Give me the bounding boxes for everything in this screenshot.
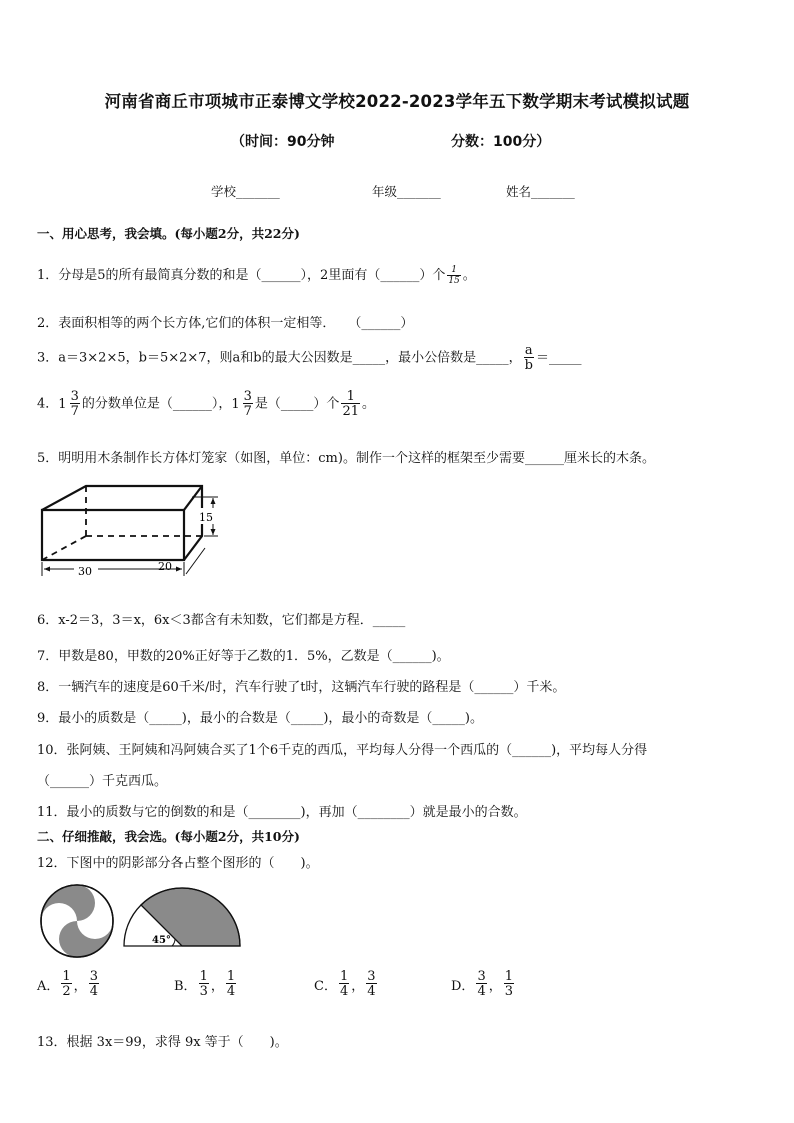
question-4: 4． 1 $\frac{3}{7}$ 的分数单位是（______）， 1 $\frac{3}{7}$ 是（_____）个 $\frac{1}{21}$ 。	[37, 389, 375, 419]
angle-label: 45°	[152, 935, 171, 946]
fraction-1-21: $\frac{1}{21}$	[342, 389, 359, 419]
question-7: 7．甲数是80，甲数的20%正好等于乙数的1．5%，乙数是（______)。	[37, 649, 450, 664]
section-1-heading: 一、用心思考，我会填。(每小题2分，共22分)	[37, 226, 300, 241]
option-a[interactable]: A． $\frac{1}{2}$ ， $\frac{3}{4}$	[37, 969, 98, 999]
fraction-1-15: $\frac{1}{15}$	[448, 264, 460, 286]
question-13: 13．根据 3x＝99，求得 9x 等于（ )。	[37, 1035, 288, 1050]
grade-field: 年级_______	[372, 184, 441, 199]
exam-time: （时间：90分钟	[231, 134, 335, 150]
mixed-number-2: 1 $\frac{3}{7}$	[231, 389, 252, 419]
semicircle-figure	[120, 886, 244, 950]
question-1: 1．分母是5的所有最简真分数的和是（______），2里面有（______）个 $\frac{1}{15}$ 。	[37, 264, 476, 286]
option-c[interactable]: C． $\frac{1}{4}$ ， $\frac{3}{4}$	[314, 969, 376, 999]
section-2-heading: 二、仔细推敲，我会选。(每小题2分，共10分)	[37, 829, 300, 844]
option-d[interactable]: D． $\frac{3}{4}$ ， $\frac{1}{3}$	[451, 969, 514, 999]
mixed-number-1: 1 $\frac{3}{7}$	[58, 389, 79, 419]
school-field: 学校_______	[211, 184, 280, 199]
question-5: 5．明明用木条制作长方体灯笼家（如图，单位：cm)。制作一个这样的框架至少需要______厘米长的木条。	[37, 451, 655, 466]
question-6: 6．x-2＝3，3＝x，6x＜3都含有未知数，它们都是方程．_____	[37, 613, 406, 628]
name-field: 姓名_______	[506, 184, 575, 199]
question-8: 8．一辆汽车的速度是60千米/时，汽车行驶了t时，这辆汽车行驶的路程是（______）千米。	[37, 680, 566, 695]
page-title: 河南省商丘市项城市正泰博文学校2022-2023学年五下数学期末考试模拟试题	[104, 92, 690, 111]
pinwheel-circle-figure	[38, 882, 116, 960]
cuboid-figure	[36, 478, 222, 582]
question-10-line-2: （______）千克西瓜。	[37, 774, 168, 789]
cuboid-front-face	[42, 510, 184, 560]
fraction-a-b: $\frac{a}{b}$	[524, 343, 533, 373]
cuboid-top-right-edges	[42, 486, 202, 560]
width-label: 20	[158, 560, 172, 573]
question-9: 9．最小的质数是（_____)，最小的合数是（_____)，最小的奇数是（_____)。	[37, 711, 483, 726]
question-3: 3．a＝3×2×5，b＝5×2×7，则a和b的最大公因数是_____，最小公倍数是_____， $\frac{a}{b}$ ＝_____	[37, 343, 582, 373]
option-b[interactable]: B． $\frac{1}{3}$ ， $\frac{1}{4}$	[174, 969, 236, 999]
question-12: 12．下图中的阴影部分各占整个图形的（ )。	[37, 856, 319, 871]
length-label: 30	[78, 565, 92, 578]
exam-score: 分数：100分）	[451, 134, 551, 150]
hidden-edge-depth	[42, 536, 86, 560]
question-10-line-1: 10．张阿姨、王阿姨和冯阿姨合买了1个6千克的西瓜，平均每人分得一个西瓜的（______)，平均每人分得	[37, 743, 648, 758]
question-11: 11．最小的质数与它的倒数的和是（________)，再加（________）就是最小的合数。	[37, 805, 527, 820]
question-2: 2．表面积相等的两个长方体,它们的体积一定相等． （______）	[37, 316, 414, 331]
height-label: 15	[199, 511, 213, 524]
cuboid-top-edge	[184, 486, 202, 510]
